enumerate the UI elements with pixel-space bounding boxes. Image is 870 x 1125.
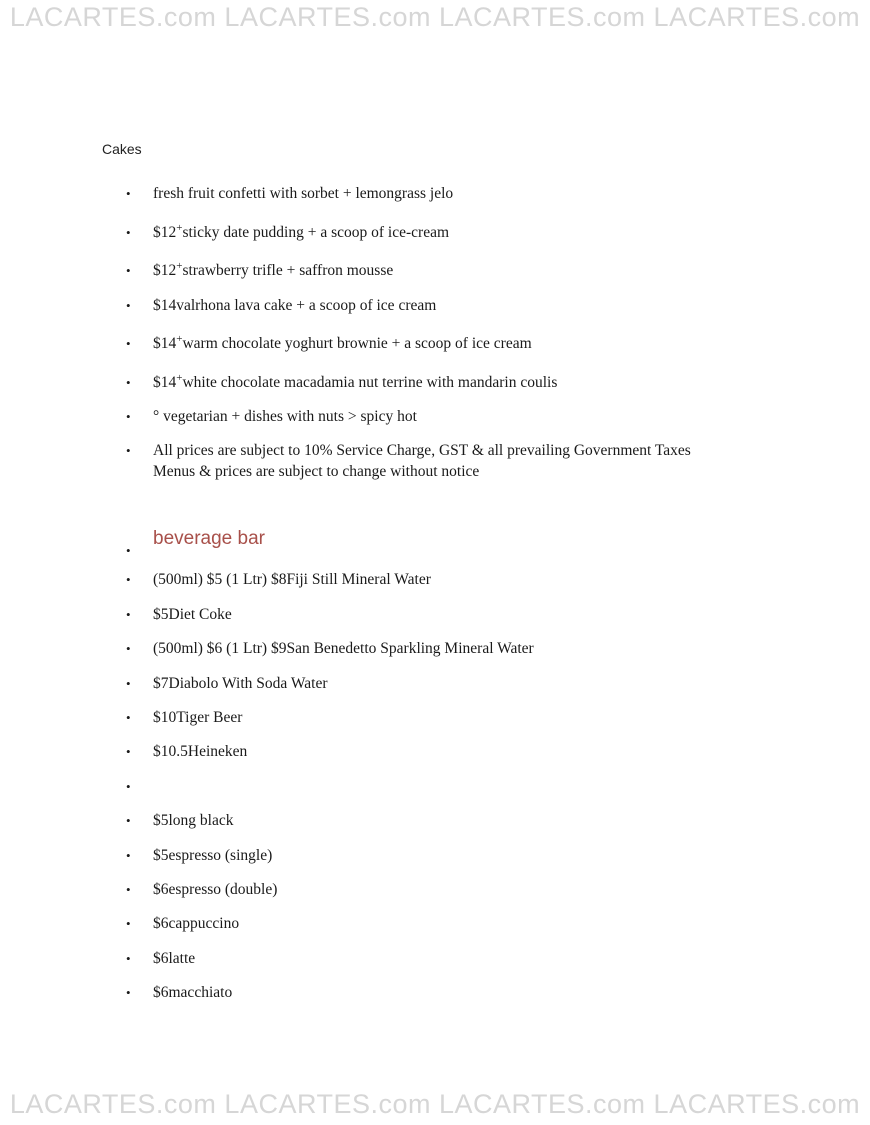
beverage-item-text: $10Tiger Beer xyxy=(153,709,243,726)
cake-item-text: fresh fruit confetti with sorbet + lemongrass jelo xyxy=(153,185,454,202)
bullet: • xyxy=(126,848,131,863)
beverage-item-text: $5long black xyxy=(153,812,234,829)
bullet: • xyxy=(126,951,131,966)
bullet: • xyxy=(126,543,131,558)
beverage-item-text: $6cappuccino xyxy=(153,915,240,932)
beverage-item-text: (500ml) $5 (1 Ltr) $8Fiji Still Mineral Water xyxy=(153,571,431,588)
bullet: • xyxy=(126,641,131,656)
bullet: • xyxy=(126,882,131,897)
bullet: • xyxy=(126,985,131,1000)
bullet: • xyxy=(126,916,131,931)
bullet: • xyxy=(126,375,131,390)
beverage-item-text: (500ml) $6 (1 Ltr) $9San Benedetto Sparkling Mineral Water xyxy=(153,640,534,657)
beverage-item-text: $10.5Heineken xyxy=(153,743,248,760)
watermark-top: LACARTES.com LACARTES.com LACARTES.com LACARTES.com xyxy=(9,2,861,32)
bullet: • xyxy=(126,443,131,458)
bullet: • xyxy=(126,336,131,351)
beverage-item-text: $6espresso (double) xyxy=(153,881,278,898)
bullet: • xyxy=(126,779,131,794)
beverage-item-text: $5espresso (single) xyxy=(153,847,273,864)
cake-item-text: $14valrhona lava cake + a scoop of ice cream xyxy=(153,297,437,314)
bullet: • xyxy=(126,409,131,424)
notice-line-2: Menus & prices are subject to change without notice xyxy=(153,463,480,480)
notice-line-1: All prices are subject to 10% Service Charge, GST & all prevailing Government Taxes xyxy=(153,442,691,459)
bullet: • xyxy=(126,710,131,725)
bullet: • xyxy=(126,572,131,587)
beverage-item-text: $6macchiato xyxy=(153,984,233,1001)
bullet: • xyxy=(126,263,131,278)
cake-item-text: $14+white chocolate macadamia nut terrine with mandarin coulis xyxy=(153,372,558,391)
cake-item-text: $12+strawberry trifle + saffron mousse xyxy=(153,260,394,279)
bullet: • xyxy=(126,186,131,201)
bullet: • xyxy=(126,298,131,313)
cake-item-text: $14+warm chocolate yoghurt brownie + a scoop of ice cream xyxy=(153,333,532,352)
bullet: • xyxy=(126,813,131,828)
beverage-item-text: $6latte xyxy=(153,950,196,967)
beverage-bar-heading: beverage bar xyxy=(153,528,265,549)
bullet: • xyxy=(126,744,131,759)
bullet: • xyxy=(126,607,131,622)
legend-text: ° vegetarian + dishes with nuts > spicy hot xyxy=(153,408,417,425)
cakes-heading: Cakes xyxy=(102,141,142,157)
cake-item-text: $12+sticky date pudding + a scoop of ice-cream xyxy=(153,222,450,241)
beverage-item-text: $7Diabolo With Soda Water xyxy=(153,675,328,692)
watermark-bottom: LACARTES.com LACARTES.com LACARTES.com LACARTES.com xyxy=(9,1089,861,1119)
bullet: • xyxy=(126,225,131,240)
bullet: • xyxy=(126,676,131,691)
beverage-item-text: $5Diet Coke xyxy=(153,606,232,623)
